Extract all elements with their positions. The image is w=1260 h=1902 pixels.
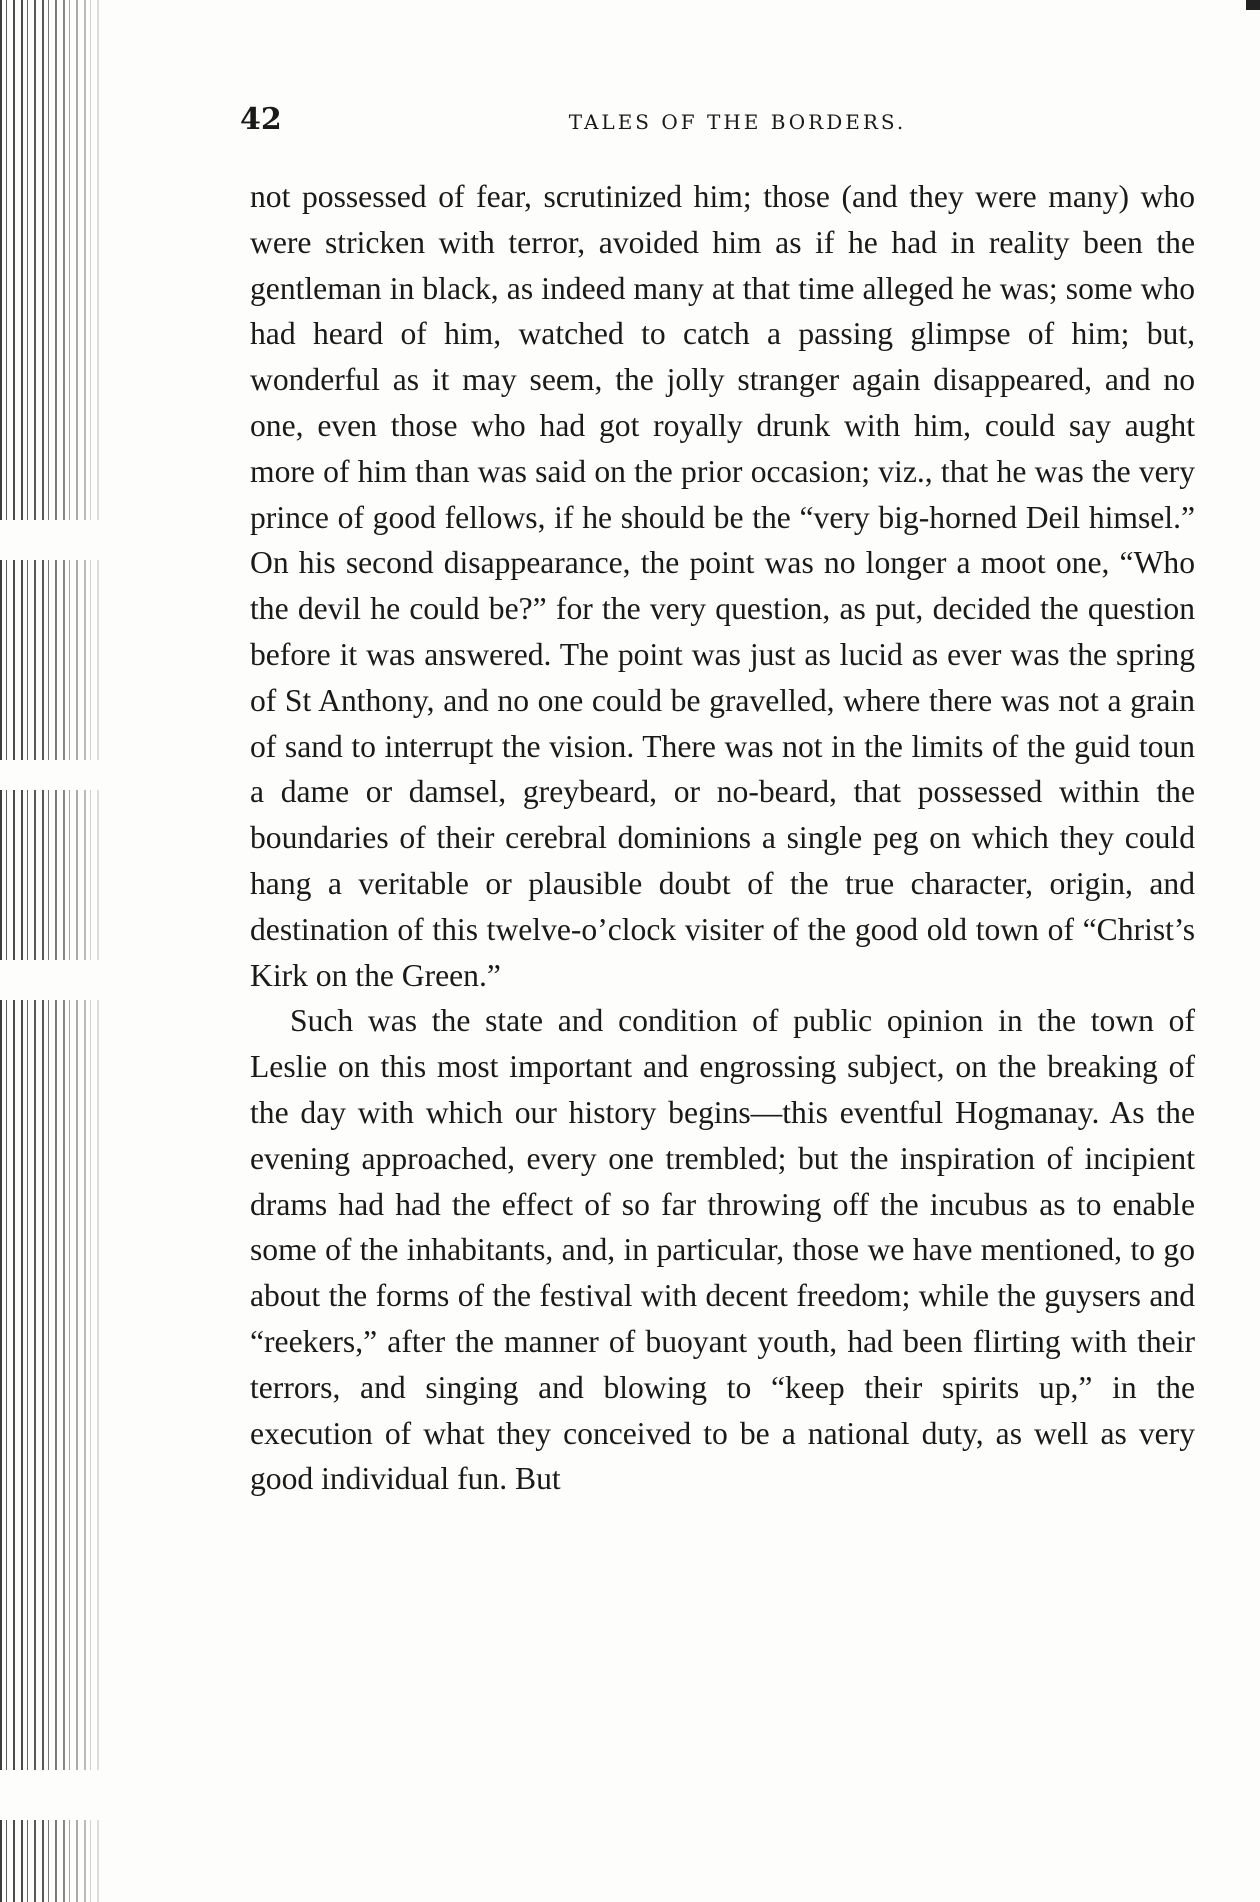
page-number: 42 xyxy=(240,102,282,137)
paragraph: not possessed of fear, scrutinized him; those (and they were many) who were stricken with terror, avoided him as if he had in reality been the gentleman in black, as indeed many at that time alleged he was; some who had heard of him, watched to catch a passing glimpse of him; but, wonderful as it may seem, the jolly stranger again disappeared, and no one, even those who had got royally drunk with him, could say aught more of him than was said on the prior occasion; viz., that he was the very prince of good fellows, if he should be the “very big-horned Deil himsel.” On his second disappearance, the point was no longer a moot one, “Who the devil he could be?” for the very question, as put, decided the question before it was answered. The point was just as lucid as ever was the spring of St Anthony, and no one could be gravelled, where there was not a grain of sand to interrupt the vision. There was not in the limits of the guid toun a dame or damsel, greybeard, or no-beard, that possessed within the boundaries of their cerebral dominions a single peg on which they could hang a veritable or plausible doubt of the true character, origin, and destination of this twelve-o’clock visiter of the good old town of “Christ’s Kirk on the Green.” xyxy=(250,179,1195,993)
binding-gap xyxy=(0,760,100,790)
paragraph: Such was the state and condition of public opinion in the town of Leslie on this most important and engrossing subject, on the breaking of the day with which our history begins—this eventful Hogmanay. As the evening approached, every one trembled; but the inspiration of incipient drams had had the effect of so far throwing off the incubus as to enable some of the inhabitants, and, in particular, those we have mentioned, to go about the forms of the festival with decent freedom; while the guysers and “reekers,” after the manner of buoyant youth, had been flirting with their terrors, and singing and blowing to “keep their spirits up,” in the execution of what they conceived to be a national duty, as well as very good individual fun. But xyxy=(250,1003,1195,1497)
binding-gap xyxy=(0,960,100,1000)
binding-gap xyxy=(0,520,100,560)
scan-corner-mark xyxy=(1246,0,1260,10)
page-body xyxy=(250,174,1195,1502)
binding-shadow xyxy=(0,0,100,1902)
page-header xyxy=(240,102,1195,142)
binding-gap xyxy=(0,1770,100,1820)
running-title: TALES OF THE BORDERS. xyxy=(568,110,907,134)
